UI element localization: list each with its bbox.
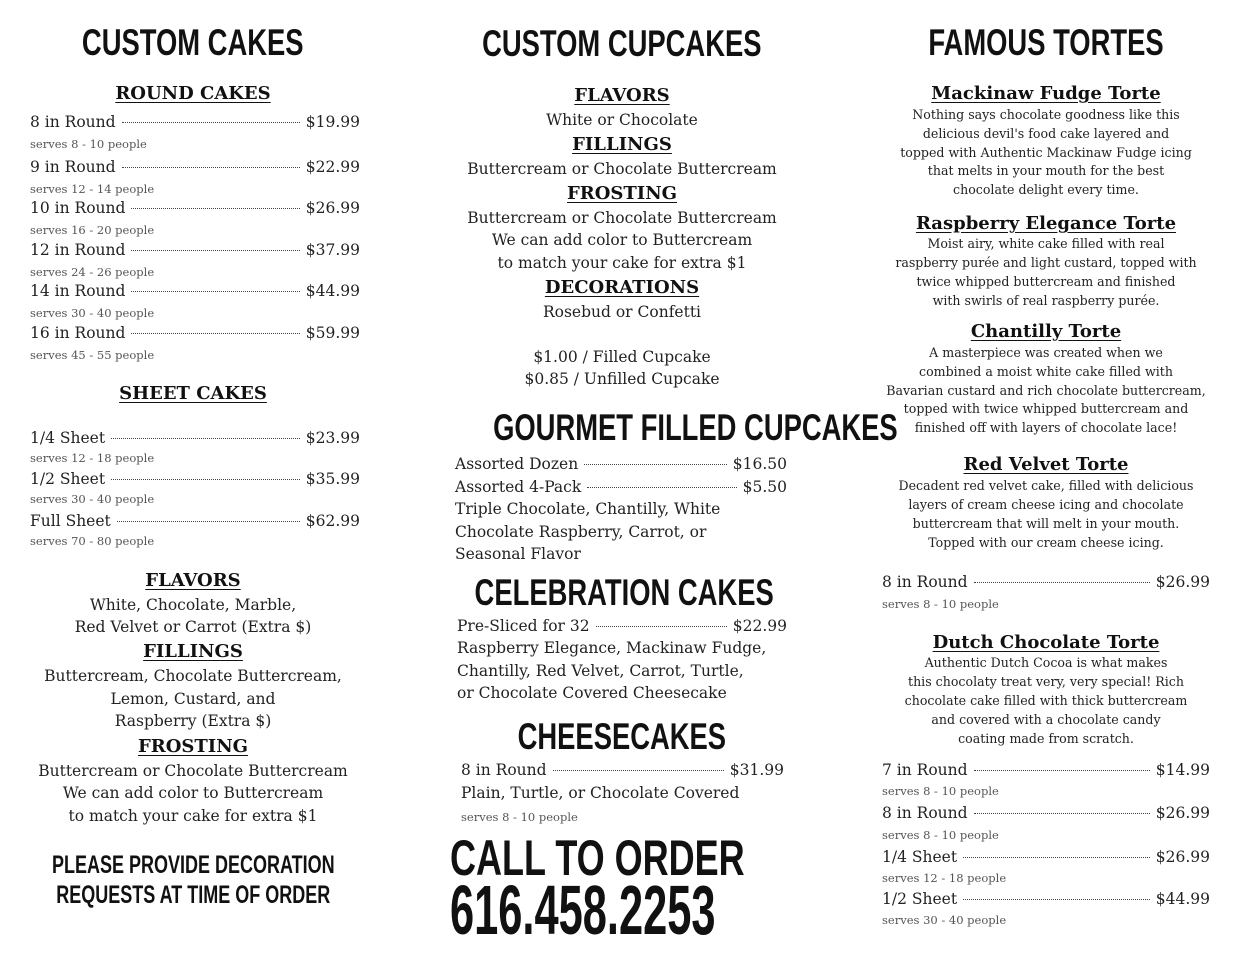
torte-description: buttercream that will melt in your mouth. (912, 516, 1180, 531)
torte-description: Moist airy, white cake filled with real (927, 236, 1165, 251)
section-title-custom-cupcakes (422, 23, 822, 64)
item-name: Pre-Sliced for 32 (457, 617, 590, 635)
menu-item (882, 889, 1210, 909)
text: FAMOUS TORTES (928, 22, 1164, 63)
text: CALL TO ORDER (450, 830, 745, 886)
text: GOURMET FILLED CUPCAKES (493, 407, 898, 448)
dotted-leader (587, 487, 736, 488)
text: PLEASE PROVIDE DECORATION (51, 851, 335, 879)
dotted-leader (131, 291, 299, 292)
item-price: $44.99 (1155, 890, 1210, 908)
text: REQUESTS AT TIME OF ORDER (55, 881, 331, 909)
menu-item (30, 511, 360, 531)
dotted-leader (117, 521, 300, 522)
item-name: Assorted 4-Pack (455, 478, 582, 496)
dotted-leader (122, 167, 300, 168)
menu-item (30, 428, 360, 448)
item-price: $26.99 (1155, 804, 1210, 822)
decoration-note (0, 851, 393, 879)
torte-description: Authentic Dutch Cocoa is what makes (924, 655, 1168, 670)
serves-text: serves 8 - 10 people (461, 810, 578, 824)
subheading-flavors: FLAVORS (574, 85, 670, 106)
item-price: $44.99 (305, 282, 360, 300)
torte-description: coating made from scratch. (958, 731, 1134, 746)
torte-description: this chocolaty treat very, very special! Rich (908, 674, 1184, 689)
section-title-cheesecakes (422, 716, 822, 757)
torte-name: Chantilly Torte (970, 321, 1122, 342)
dotted-leader (596, 626, 727, 627)
item-name: 12 in Round (30, 241, 126, 259)
item-name: 10 in Round (30, 199, 126, 217)
item-price: $23.99 (305, 429, 360, 447)
serves-text: serves 16 - 20 people (30, 223, 155, 237)
item-name: 8 in Round (461, 761, 547, 779)
serves-text: serves 8 - 10 people (882, 597, 999, 611)
torte-description: combined a moist white cake filled with (919, 364, 1173, 379)
frosting-text: Buttercream or Chocolate Buttercream (38, 761, 348, 780)
torte-description: chocolate delight every time. (953, 182, 1139, 197)
torte-name: Dutch Chocolate Torte (932, 632, 1160, 653)
subheading-frosting: FROSTING (566, 183, 678, 204)
torte-description: Bavarian custard and rich chocolate buttercream, (886, 383, 1206, 398)
frosting-text: to match your cake for extra $1 (68, 806, 318, 825)
item-name: 1/2 Sheet (882, 890, 958, 908)
dotted-leader (963, 899, 1150, 900)
subheading-fillings: FILLINGS (143, 641, 243, 662)
subheading-sheet-cakes: SHEET CAKES (119, 383, 267, 404)
subheading-round-cakes: ROUND CAKES (115, 83, 271, 104)
item-name: Assorted Dozen (455, 455, 579, 473)
item-price: $31.99 (729, 761, 784, 779)
serves-text: serves 30 - 40 people (882, 913, 1007, 927)
torte-name: Red Velvet Torte (963, 454, 1129, 475)
item-name: 1/4 Sheet (30, 429, 106, 447)
decoration-note (0, 881, 393, 909)
flavor-list-text: Chocolate Raspberry, Carrot, or (455, 522, 707, 541)
frosting-text: We can add color to Buttercream (62, 783, 324, 802)
item-name: 16 in Round (30, 324, 126, 342)
dotted-leader (111, 479, 300, 480)
menu-item (30, 323, 360, 343)
torte-description: that melts in your mouth for the best (927, 163, 1165, 178)
torte-description: finished off with layers of chocolate lace! (914, 420, 1178, 435)
item-price: $22.99 (305, 158, 360, 176)
flavor-list-text: or Chocolate Covered Cheesecake (457, 683, 727, 702)
item-price: $26.99 (1155, 573, 1210, 591)
flavors-text: White or Chocolate (546, 110, 698, 129)
torte-description: layers of cream cheese icing and chocolate (908, 497, 1184, 512)
fillings-text: Raspberry (Extra $) (114, 711, 272, 730)
item-name: 7 in Round (882, 761, 968, 779)
item-name: 1/4 Sheet (882, 848, 958, 866)
dotted-leader (963, 857, 1150, 858)
text: CUSTOM CAKES (82, 22, 304, 63)
serves-text: serves 45 - 55 people (30, 348, 155, 362)
flavor-list-text: Chantilly, Red Velvet, Carrot, Turtle, (457, 661, 744, 680)
fillings-text: Buttercream or Chocolate Buttercream (467, 159, 777, 178)
frosting-text: to match your cake for extra $1 (497, 253, 747, 272)
fillings-text: Lemon, Custard, and (110, 689, 276, 708)
item-name: Full Sheet (30, 512, 111, 530)
torte-description: A masterpiece was created when we (929, 345, 1163, 360)
serves-text: serves 30 - 40 people (30, 492, 155, 506)
serves-text: serves 70 - 80 people (30, 534, 155, 548)
item-price: $16.50 (732, 455, 787, 473)
item-price: $37.99 (305, 241, 360, 259)
subheading-frosting: FROSTING (137, 736, 249, 757)
dotted-leader (131, 250, 299, 251)
item-price: $26.99 (305, 199, 360, 217)
dotted-leader (111, 438, 300, 439)
section-title-celebration-cakes (422, 572, 822, 613)
item-price: $35.99 (305, 470, 360, 488)
flavor-list-text: Raspberry Elegance, Mackinaw Fudge, (457, 638, 767, 657)
serves-text: serves 8 - 10 people (882, 784, 999, 798)
dotted-leader (974, 770, 1150, 771)
torte-description: Decadent red velvet cake, filled with delicious (898, 478, 1194, 493)
fillings-text: Buttercream, Chocolate Buttercream, (44, 666, 342, 685)
torte-description: with swirls of real raspberry purée. (932, 293, 1160, 308)
flavor-list-text: Triple Chocolate, Chantilly, White (455, 499, 721, 518)
dotted-leader (122, 122, 300, 123)
text: 616.458.2253 (450, 871, 716, 949)
menu-item (30, 198, 360, 218)
serves-text: serves 8 - 10 people (30, 137, 147, 151)
section-title-custom-cakes (0, 22, 393, 63)
menu-item (882, 803, 1210, 823)
phone-number (450, 871, 878, 949)
subheading-flavors: FLAVORS (145, 570, 241, 591)
subheading-decorations: DECORATIONS (544, 277, 700, 298)
item-price: $14.99 (1155, 761, 1210, 779)
item-name: 9 in Round (30, 158, 116, 176)
serves-text: serves 12 - 14 people (30, 182, 155, 196)
serves-text: serves 24 - 26 people (30, 265, 155, 279)
item-price: $22.99 (732, 617, 787, 635)
torte-description: chocolate cake filled with thick buttercream (904, 693, 1188, 708)
item-price: $59.99 (305, 324, 360, 342)
item-name: 14 in Round (30, 282, 126, 300)
menu-item (457, 616, 787, 636)
serves-text: serves 12 - 18 people (30, 451, 155, 465)
dotted-leader (974, 813, 1150, 814)
dotted-leader (974, 582, 1150, 583)
text: CUSTOM CUPCAKES (482, 23, 762, 64)
cupcake-price: $1.00 / Filled Cupcake (533, 347, 711, 366)
text: CELEBRATION CAKES (474, 572, 774, 613)
menu-item (30, 469, 360, 489)
subheading-fillings: FILLINGS (572, 134, 672, 155)
torte-description: Topped with our cream cheese icing. (928, 535, 1164, 550)
menu-item (882, 847, 1210, 867)
frosting-text: We can add color to Buttercream (491, 230, 753, 249)
flavors-text: Red Velvet or Carrot (Extra $) (74, 617, 312, 636)
menu-item (30, 240, 360, 260)
item-name: 8 in Round (882, 804, 968, 822)
dotted-leader (553, 770, 724, 771)
text: CHEESECAKES (517, 716, 727, 757)
item-price: $62.99 (305, 512, 360, 530)
torte-description: delicious devil's food cake layered and (922, 126, 1170, 141)
flavor-list-text: Seasonal Flavor (455, 544, 581, 563)
torte-description: topped with Authentic Mackinaw Fudge icing (900, 145, 1192, 160)
frosting-text: Buttercream or Chocolate Buttercream (467, 208, 777, 227)
menu-item (882, 760, 1210, 780)
serves-text: serves 30 - 40 people (30, 306, 155, 320)
menu-item (882, 572, 1210, 592)
item-name: 1/2 Sheet (30, 470, 106, 488)
item-price: $26.99 (1155, 848, 1210, 866)
torte-name: Raspberry Elegance Torte (915, 213, 1177, 234)
torte-description: twice whipped buttercream and finished (916, 274, 1176, 289)
torte-name: Mackinaw Fudge Torte (931, 83, 1161, 104)
menu-item (455, 454, 787, 474)
decorations-text: Rosebud or Confetti (542, 302, 702, 321)
menu-item (30, 157, 360, 177)
menu-item (455, 477, 787, 497)
dotted-leader (131, 333, 299, 334)
torte-description: topped with twice whipped buttercream and (903, 401, 1189, 416)
torte-description: raspberry purée and light custard, topped with (895, 255, 1197, 270)
torte-description: and covered with a chocolate candy (931, 712, 1161, 727)
serves-text: serves 12 - 18 people (882, 871, 1007, 885)
item-name: 8 in Round (30, 113, 116, 131)
flavor-list-text: Plain, Turtle, or Chocolate Covered (461, 783, 740, 802)
dotted-leader (584, 464, 727, 465)
section-title-famous-tortes (846, 22, 1242, 63)
dotted-leader (131, 208, 299, 209)
torte-description: Nothing says chocolate goodness like this (912, 107, 1180, 122)
item-name: 8 in Round (882, 573, 968, 591)
item-price: $5.50 (742, 478, 787, 496)
menu-item (30, 281, 360, 301)
serves-text: serves 8 - 10 people (882, 828, 999, 842)
section-title-gourmet-filled-cupcakes (422, 407, 898, 448)
menu-item (461, 760, 784, 780)
menu-item (30, 112, 360, 132)
flavors-text: White, Chocolate, Marble, (89, 595, 297, 614)
item-price: $19.99 (305, 113, 360, 131)
cupcake-price: $0.85 / Unfilled Cupcake (524, 369, 720, 388)
